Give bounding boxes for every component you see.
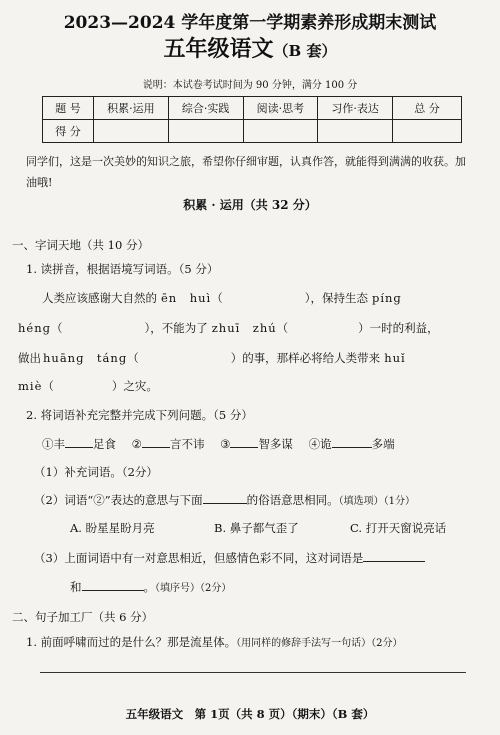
page-footer: 五年级语文 第 1页（共 8 页）（期末）（B 套） — [125, 707, 375, 721]
score-cell[interactable] — [94, 120, 169, 143]
score-header-cell: 习作·表达 — [318, 97, 393, 120]
q2-sub2 — [34, 492, 415, 508]
q2-text: 的俗语意思相同。 — [246, 493, 339, 507]
exam-title: 2023—2024 学年度第一学期素养形成期末测试 — [63, 13, 437, 33]
q1-line2: hénɡ（ ），不能为了 zhuī zhú（ ）一时的利益， — [18, 321, 439, 335]
word-text: ①丰 — [42, 437, 65, 451]
word-text: 足食 — [93, 437, 116, 451]
pinyin: huǐ — [384, 351, 406, 365]
subject-label: 五年级语文 — [163, 36, 274, 62]
answer-line[interactable] — [40, 672, 466, 673]
q2-note: （填序号）（2分） — [155, 583, 232, 594]
word-text: 多端 — [371, 437, 395, 451]
q-text: 1. 前面呼啸而过的是什么？那是流星体。 — [26, 635, 237, 649]
q1-label: 1. 读拼音，根据语境写词语。（5 分） — [26, 262, 219, 276]
part1-heading: 一、字词天地（共 10 分） — [12, 238, 149, 252]
pinyin: zhuī zhú — [211, 321, 277, 335]
q2-text: 和 — [70, 580, 82, 594]
word-text: ④诡 — [308, 437, 332, 451]
answer-blank[interactable] — [230, 447, 258, 448]
score-header-cell: 总 分 — [393, 97, 462, 120]
set-label: （B 套） — [273, 42, 337, 60]
section-title: 积累 · 运用（共 32 分） — [183, 198, 317, 212]
q1-line1: 人类应该感谢大自然的 ēn huì（ ），保持生态 pínɡ — [42, 291, 402, 305]
q1-text: 做出 — [18, 351, 41, 365]
score-table — [42, 96, 462, 143]
score-cell[interactable] — [318, 120, 393, 143]
q1-text: 人类应该感谢大自然的 — [42, 291, 157, 305]
q2-sub1: （1）补充词语。（2分） — [34, 465, 158, 479]
option-c[interactable]: C. 打开天窗说亮话 — [350, 521, 447, 535]
word-text: ③ — [220, 437, 231, 451]
word-3 — [220, 437, 293, 451]
word-text: ② — [131, 437, 142, 451]
exam-note: 说明：本试卷考试时间为 90 分钟，满分 100 分 — [142, 80, 358, 91]
q2-label: 2. 将词语补充完整并完成下列问题。（5 分） — [26, 408, 253, 422]
word-2 — [132, 437, 205, 451]
answer-blank[interactable] — [142, 447, 170, 448]
answer-blank[interactable] — [203, 503, 247, 504]
pinyin: huānɡ tánɡ — [43, 351, 128, 365]
q2-words — [42, 436, 395, 452]
score-cell[interactable] — [393, 120, 462, 143]
q2-text: （2）词语“②”表达的意思与下面 — [34, 493, 203, 507]
score-header-cell: 积累·运用 — [94, 97, 169, 120]
pinyin: hénɡ — [18, 321, 51, 335]
q2-sub3 — [34, 550, 425, 566]
part2-q1 — [26, 634, 403, 650]
word-4 — [309, 437, 395, 451]
answer-blank[interactable] — [363, 561, 425, 562]
exam-subject — [0, 32, 500, 63]
part2-heading: 二、句子加工厂（共 6 分） — [12, 610, 154, 624]
answer-blank[interactable] — [82, 590, 144, 591]
q1-text: 之灾。 — [123, 379, 158, 393]
q1-text: 的事，那样必将给人类带来 — [242, 351, 381, 365]
score-table-score-row — [43, 120, 462, 143]
word-text: 智多谋 — [258, 437, 293, 451]
q2-text: （3）上面词语中有一对意思相近，但感情色彩不同，这对词语是 — [34, 551, 364, 565]
intro-text: 同学们，这是一次美妙的知识之旅，希望你仔细审题，认真作答，就能得到满满的收获。加油哦! — [26, 155, 466, 189]
score-row-label: 得 分 — [43, 120, 94, 143]
option-b[interactable]: B. 鼻子都气歪了 — [214, 521, 299, 535]
q-note: （用同样的修辞手法写一句话）（2分） — [236, 638, 403, 649]
q2-text: 。 — [143, 580, 155, 594]
score-header-cell: 题 号 — [43, 97, 94, 120]
q2-sub3-line2 — [70, 579, 231, 595]
option-a[interactable]: A. 盼星星盼月亮 — [70, 521, 155, 535]
q1-line3: 做出 huānɡ tánɡ（ ）的事，那样必将给人类带来 huǐ — [18, 351, 406, 365]
word-1 — [42, 437, 116, 451]
answer-blank[interactable] — [65, 447, 93, 448]
pinyin: ēn huì — [161, 291, 212, 305]
q1-text: ，不能为了 — [150, 321, 208, 335]
pinyin: pínɡ — [371, 291, 402, 305]
score-table-header-row — [43, 97, 462, 120]
q1-text: 一时的利益， — [369, 321, 439, 335]
pinyin: miè — [18, 379, 43, 393]
q2-note: （填选项）（1分） — [338, 496, 415, 507]
score-header-cell: 阅读·思考 — [243, 97, 318, 120]
score-header-cell: 综合·实践 — [168, 97, 243, 120]
word-text: 言不讳 — [169, 437, 205, 451]
score-cell[interactable] — [243, 120, 318, 143]
score-cell[interactable] — [168, 120, 243, 143]
q1-line4: miè（ ）之灾。 — [18, 379, 158, 393]
answer-blank[interactable] — [332, 447, 372, 448]
q1-text: ，保持生态 — [310, 291, 368, 305]
